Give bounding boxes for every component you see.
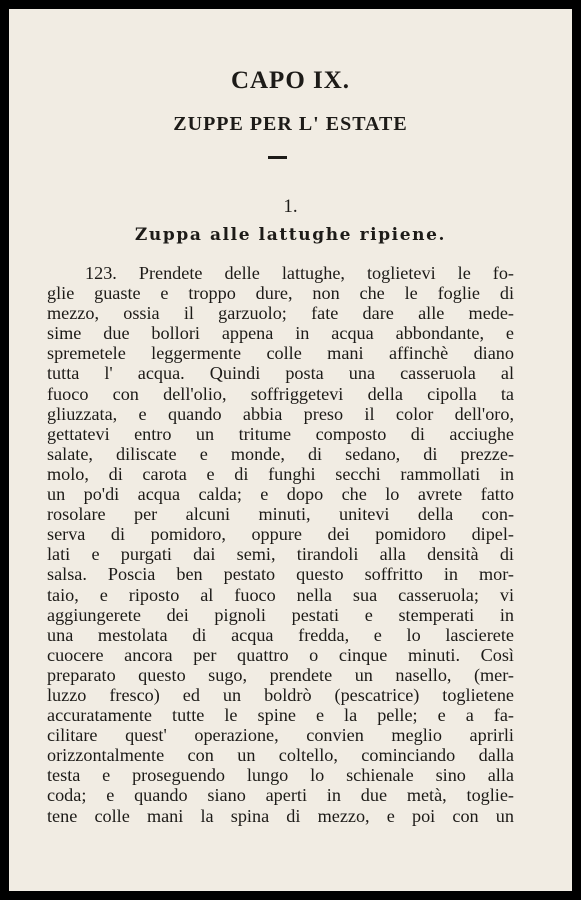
text-line: mezzo, ossia il garzuolo; fate dare alle mede- xyxy=(47,303,514,324)
text-line: salsa. Poscia ben pestato questo soffritto in mor- xyxy=(47,564,514,585)
text-line: fuoco con dell'olio, soffriggetevi della cipolla ta xyxy=(47,383,514,404)
recipe-body xyxy=(47,263,514,826)
text-line: preparato questo sugo, prendete un nasello, (mer- xyxy=(47,664,514,685)
text-line: aggiungerete dei pignoli pestati e stemperati in xyxy=(47,604,514,625)
text-line: salate, diliscate e monde, di sedano, di prezze- xyxy=(47,443,514,464)
recipe-title: Zuppa alle lattughe ripiene. xyxy=(134,225,447,245)
separator-dash xyxy=(268,156,287,159)
text-line: luzzo fresco) ed un boldrò (pescatrice) toglietene xyxy=(47,684,514,705)
section-title: ZUPPE PER L' ESTATE xyxy=(173,113,408,135)
text-line: spremetele leggermente colle mani affinchè diano xyxy=(47,343,514,364)
text-line: rosolare per alcuni minuti, unitevi della con- xyxy=(47,504,514,525)
text-line: un po'di acqua calda; e dopo che lo avrete fatto xyxy=(47,484,514,505)
book-page xyxy=(9,9,572,891)
text-line: gliuzzata, e quando abbia preso il color dell'oro, xyxy=(47,403,514,424)
text-line: sime due bollori appena in acqua abbondante, e xyxy=(47,323,514,344)
text-line: cuocere ancora per quattro o cinque minuti. Così xyxy=(47,644,514,665)
text-line: glie guaste e troppo dure, non che le foglie di xyxy=(47,283,514,304)
chapter-title: CAPO IX. xyxy=(230,67,351,94)
text-line: tene colle mani la spina di mezzo, e poi con un xyxy=(47,805,514,826)
text-line: orizzontalmente con un coltello, cominciando dalla xyxy=(47,745,514,766)
text-line: cilitare quest' operazione, convien meglio aprirli xyxy=(47,725,514,746)
text-line: accuratamente tutte le spine e la pelle; e a fa- xyxy=(47,705,514,726)
text-line: testa e proseguendo lungo lo schienale sino alla xyxy=(47,765,514,786)
recipe-number: 1. xyxy=(283,196,298,217)
text-line: coda; e quando siano aperti in due metà, toglie- xyxy=(47,785,514,806)
text-line: gettatevi entro un tritume composto di acciughe xyxy=(47,423,514,444)
text-line: serva di pomidoro, oppure dei pomidoro dipel- xyxy=(47,524,514,545)
text-line: tutta l' acqua. Quindi posta una casseruola al xyxy=(47,363,514,384)
text-line: taio, e riposto al fuoco nella sua casseruola; vi xyxy=(47,584,514,605)
text-line: lati e purgati dai semi, tirandoli alla densità di xyxy=(47,544,514,565)
text-line: una mestolata di acqua fredda, e lo lascierete xyxy=(47,624,514,645)
text-line: 123. Prendete delle lattughe, toglietevi le fo- xyxy=(85,263,514,283)
text-line: molo, di carota e di funghi secchi rammollati in xyxy=(47,463,514,484)
